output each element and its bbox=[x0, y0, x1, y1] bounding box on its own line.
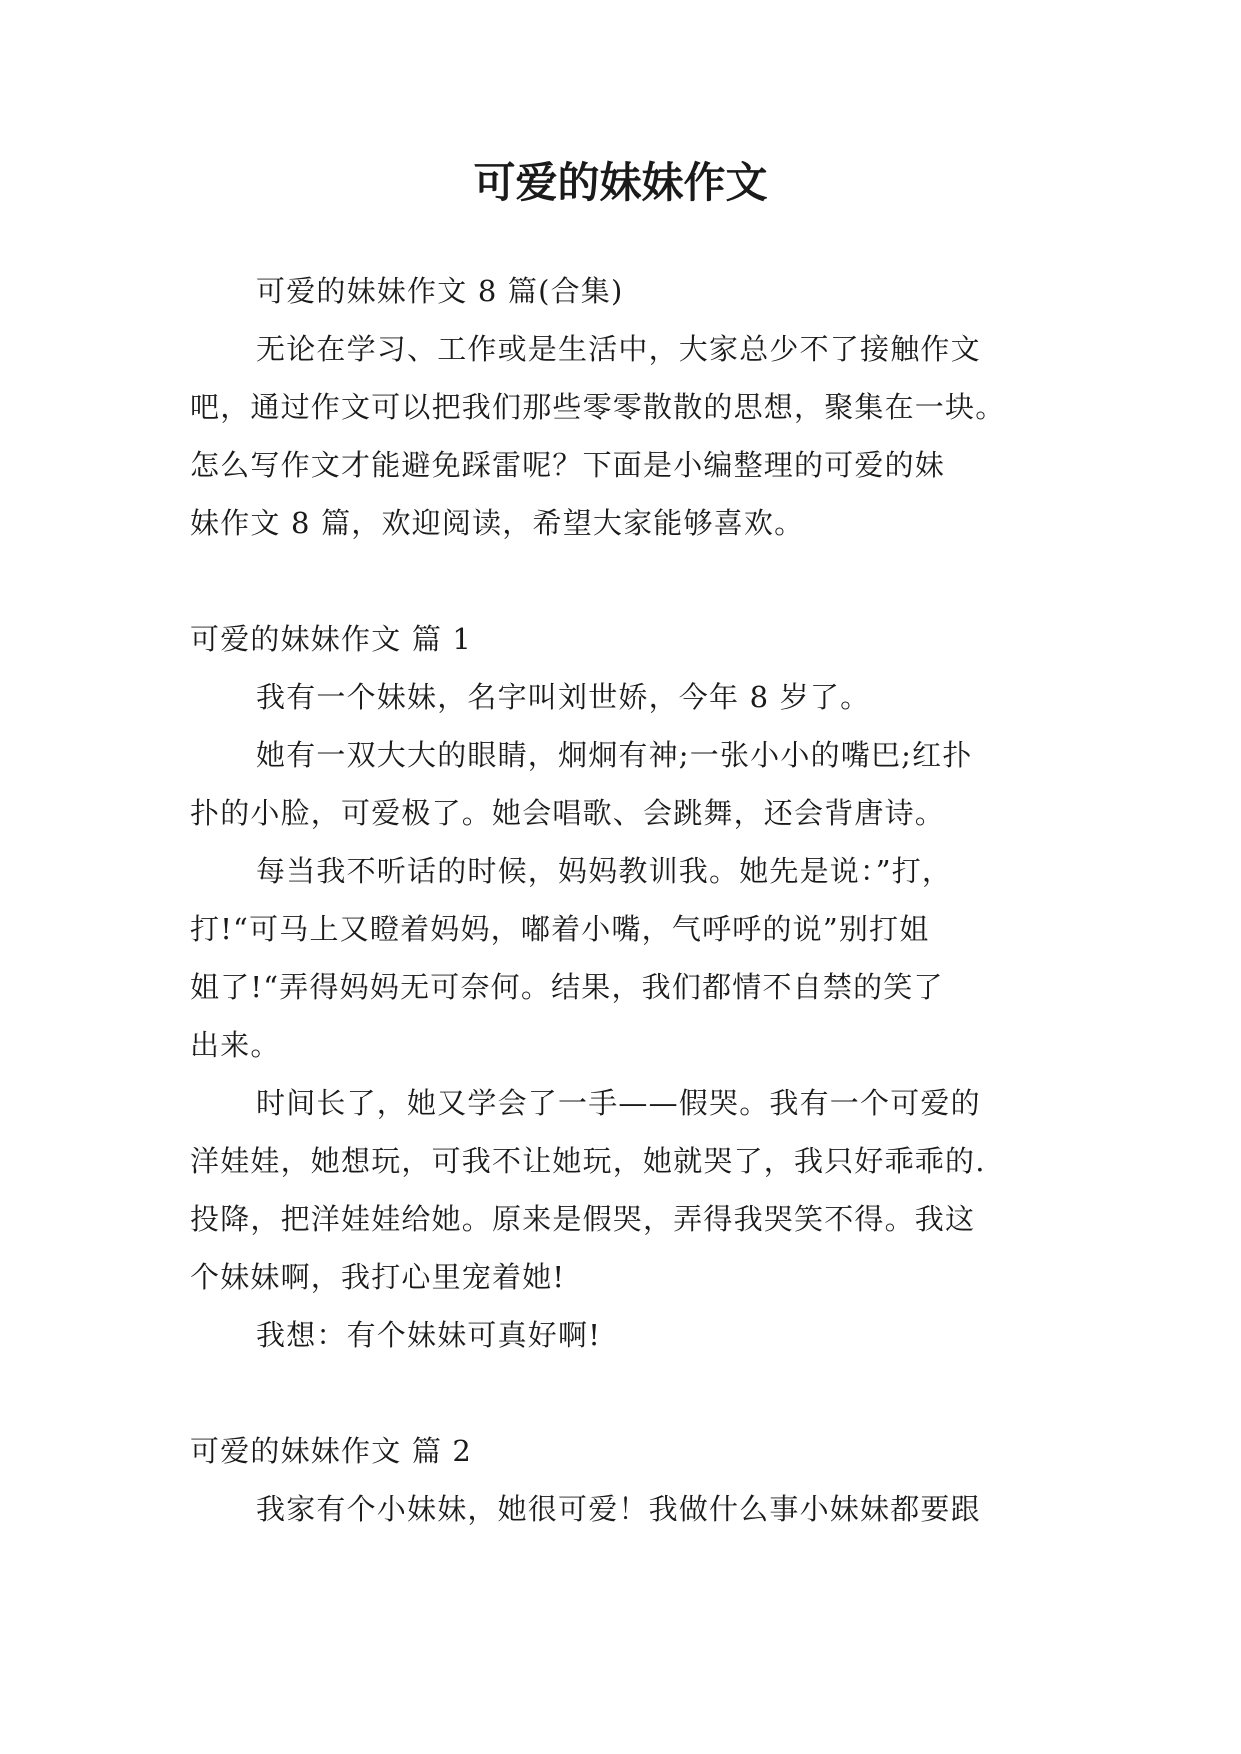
text-line: 打!“可马上又瞪着妈妈，嘟着小嘴，气呼呼的说”别打姐 bbox=[190, 912, 930, 946]
text-line: 我有一个妹妹，名字叫刘世娇，今年 8 岁了。 bbox=[256, 680, 871, 714]
text-line: 时间长了，她又学会了一手——假哭。我有一个可爱的 bbox=[256, 1086, 981, 1120]
paragraph-gap bbox=[190, 1364, 1052, 1422]
text-line: 可爱的妹妹作文 8 篇(合集) bbox=[256, 274, 624, 308]
document-body bbox=[190, 262, 1052, 1538]
text-line: 无论在学习、工作或是生活中，大家总少不了接触作文 bbox=[256, 332, 981, 366]
text-line: 个妹妹啊，我打心里宠着她! bbox=[190, 1260, 566, 1294]
text-line: 她有一双大大的眼睛，炯炯有神;一张小小的嘴巴;红扑 bbox=[256, 738, 973, 772]
section-heading: 可爱的妹妹作文 篇 1 bbox=[190, 622, 473, 656]
paragraph-gap bbox=[190, 552, 1052, 610]
text-line: 我想：有个妹妹可真好啊! bbox=[256, 1318, 602, 1352]
document-title: 可爱的妹妹作文 bbox=[473, 158, 768, 207]
section-heading: 可爱的妹妹作文 篇 2 bbox=[190, 1434, 473, 1468]
text-line: 出来。 bbox=[190, 1028, 281, 1062]
text-line: 吧，通过作文可以把我们那些零零散散的思想，聚集在一块。 bbox=[190, 390, 1006, 424]
text-line: 扑的小脸，可爱极了。她会唱歌、会跳舞，还会背唐诗。 bbox=[190, 796, 946, 830]
text-line: 我家有个小妹妹，她很可爱！我做什么事小妹妹都要跟 bbox=[256, 1492, 981, 1526]
text-line: 妹作文 8 篇，欢迎阅读，希望大家能够喜欢。 bbox=[190, 506, 805, 540]
text-line: 投降，把洋娃娃给她。原来是假哭，弄得我哭笑不得。我这 bbox=[190, 1202, 976, 1236]
text-line: 怎么写作文才能避免踩雷呢？下面是小编整理的可爱的妹 bbox=[190, 448, 946, 482]
text-line: 每当我不听话的时候，妈妈教训我。她先是说：”打， bbox=[256, 854, 953, 888]
text-line: 姐了!“弄得妈妈无可奈何。结果，我们都情不自禁的笑了 bbox=[190, 970, 944, 1004]
text-line: 洋娃娃，她想玩，可我不让她玩，她就哭了，我只好乖乖的. bbox=[190, 1144, 986, 1178]
